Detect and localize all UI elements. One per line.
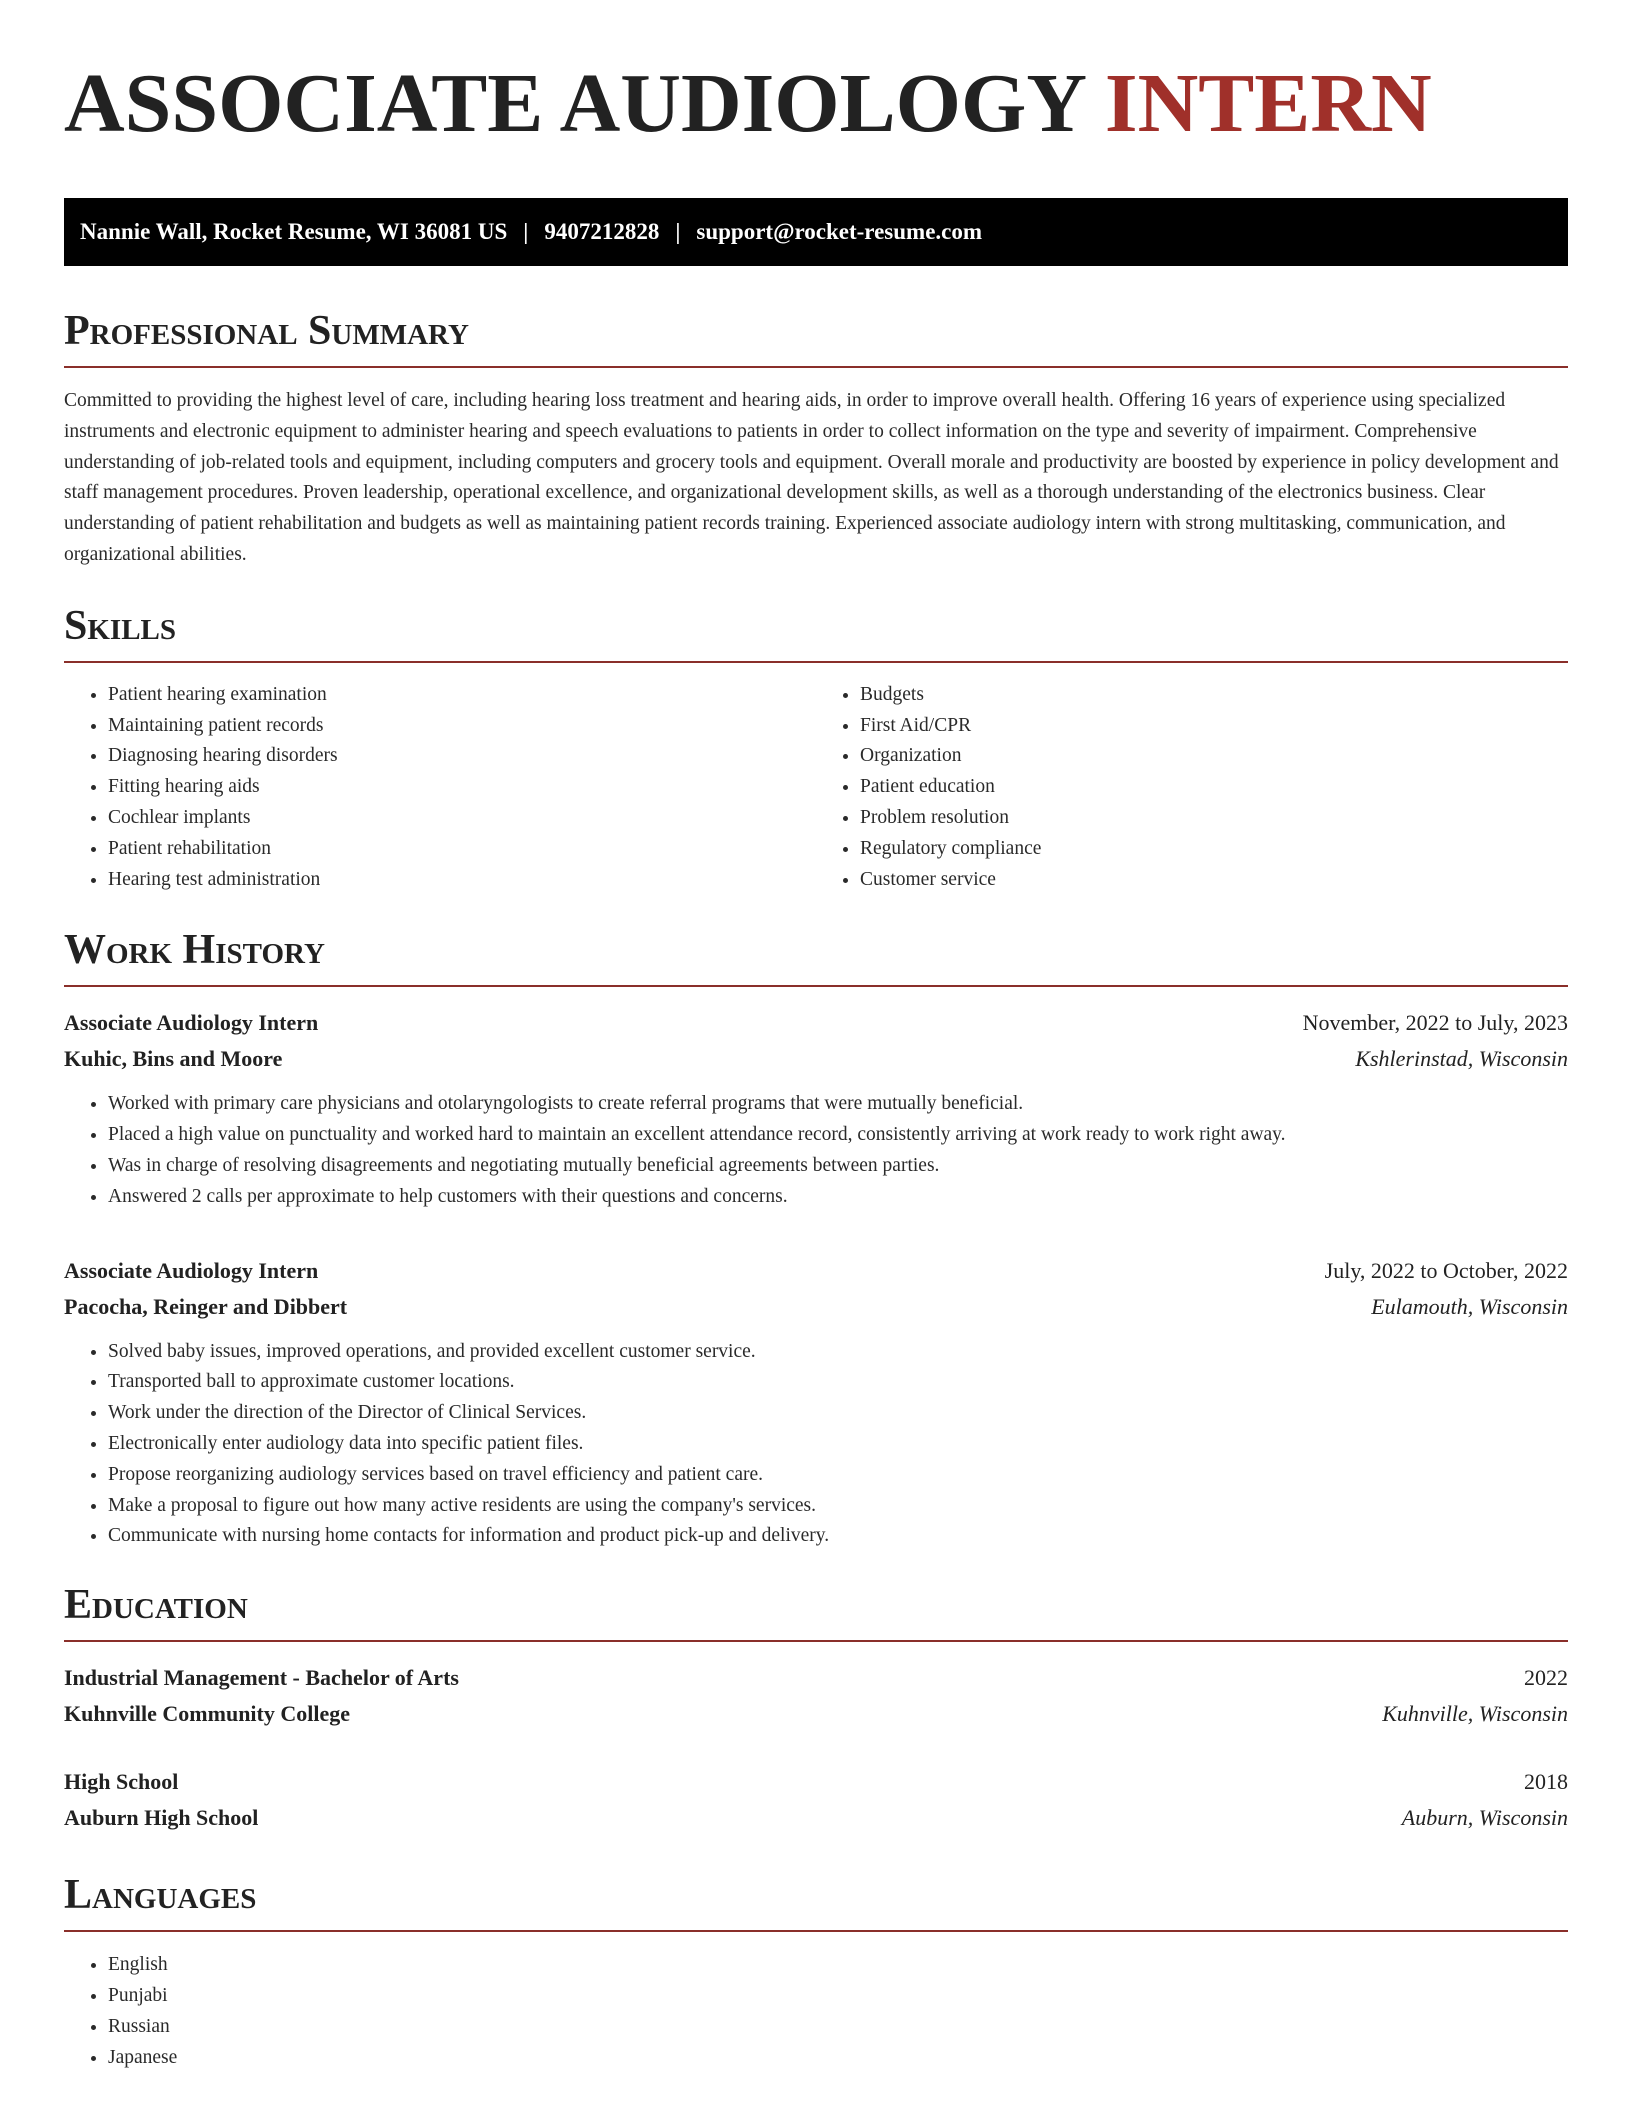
job-bullet: • Propose reorganizing audiology services based on travel efficiency and patient care. xyxy=(108,1460,1568,1491)
job-bullet: • Communicate with nursing home contacts for information and product pick-up and delivery. xyxy=(108,1521,1568,1552)
contact-separator: | xyxy=(675,219,681,244)
language-item: • Russian xyxy=(108,2012,1568,2043)
summary-section xyxy=(64,306,1568,571)
job-location: Kshlerinstad, Wisconsin xyxy=(1355,1046,1568,1072)
skill-item: • Cochlear implants xyxy=(108,803,816,834)
job-company: Kuhic, Bins and Moore xyxy=(64,1046,283,1072)
skill-item: • Diagnosing hearing disorders xyxy=(108,741,816,772)
job-bullet: • Work under the direction of the Director of Clinical Services. xyxy=(108,1398,1568,1429)
education-degree-row xyxy=(64,1660,1568,1696)
job-bullet: • Electronically enter audiology data into specific patient files. xyxy=(108,1429,1568,1460)
skill-item: • Fitting hearing aids xyxy=(108,772,816,803)
skills-heading: Skills xyxy=(64,602,177,649)
skills-columns xyxy=(64,680,1568,896)
job-bullet: • Solved baby issues, improved operations, and provided excellent customer service. xyxy=(108,1337,1568,1368)
education-entry xyxy=(64,1660,1568,1732)
job-bullet: • Placed a high value on punctuality and worked hard to maintain an excellent attendance record, consistently arriving at work ready to work right away. xyxy=(108,1120,1568,1151)
education-location: Auburn, Wisconsin xyxy=(1401,1805,1568,1831)
skill-item: • Patient hearing examination xyxy=(108,680,816,711)
education-school: Auburn High School xyxy=(64,1805,259,1831)
skill-item: • Customer service xyxy=(860,865,1568,896)
job-bullet: • Was in charge of resolving disagreements and negotiating mutually beneficial agreements between parties. xyxy=(108,1151,1568,1182)
languages-list xyxy=(64,1950,1568,2073)
skill-item: • Organization xyxy=(860,741,1568,772)
skill-item: • Patient rehabilitation xyxy=(108,834,816,865)
languages-section xyxy=(64,1870,1568,2073)
contact-separator: | xyxy=(523,219,529,244)
job-dates: July, 2022 to October, 2022 xyxy=(1324,1257,1568,1283)
language-item: • English xyxy=(108,1950,1568,1981)
job-bullet: • Answered 2 calls per approximate to help customers with their questions and concerns. xyxy=(108,1182,1568,1213)
job-company: Pacocha, Reinger and Dibbert xyxy=(64,1293,348,1319)
skill-item: • Maintaining patient records xyxy=(108,711,816,742)
language-item: • Japanese xyxy=(108,2043,1568,2074)
education-entry xyxy=(64,1764,1568,1836)
education-year: 2018 xyxy=(1524,1769,1568,1795)
resume-title xyxy=(64,0,1568,154)
job-dates: November, 2022 to July, 2023 xyxy=(1302,1010,1568,1036)
work-history-heading: Work History xyxy=(64,927,325,974)
title-accent: INTERN xyxy=(1104,57,1432,150)
skills-list-right xyxy=(816,680,1568,896)
section-divider xyxy=(64,1640,1568,1642)
education-degree: Industrial Management - Bachelor of Arts xyxy=(64,1665,459,1691)
job-bullets xyxy=(64,1337,1568,1553)
education-year: 2022 xyxy=(1524,1665,1568,1691)
section-divider xyxy=(64,1930,1568,1932)
section-divider xyxy=(64,366,1568,368)
job-title: Associate Audiology Intern xyxy=(64,1010,319,1036)
skills-section xyxy=(64,601,1568,896)
title-main: ASSOCIATE AUDIOLOGY xyxy=(64,57,1084,150)
skill-item: • Problem resolution xyxy=(860,803,1568,834)
skills-list-left xyxy=(64,680,816,896)
section-divider xyxy=(64,985,1568,987)
education-school-row xyxy=(64,1696,1568,1732)
job-company-row xyxy=(64,1041,1568,1077)
section-divider xyxy=(64,661,1568,663)
job-title: Associate Audiology Intern xyxy=(64,1257,319,1283)
summary-heading: Professional Summary xyxy=(64,308,469,354)
skill-item: • Budgets xyxy=(860,680,1568,711)
job-bullets xyxy=(64,1089,1568,1212)
contact-phone: 9407212828 xyxy=(544,219,660,244)
skill-item: • Patient education xyxy=(860,772,1568,803)
contact-bar xyxy=(64,198,1568,266)
job-bullet: • Make a proposal to figure out how many active residents are using the company's services. xyxy=(108,1491,1568,1522)
skill-item: • Regulatory compliance xyxy=(860,834,1568,865)
contact-email: support@rocket-resume.com xyxy=(696,219,983,244)
job-entry xyxy=(64,1005,1568,1212)
job-header-row xyxy=(64,1253,1568,1289)
job-entry xyxy=(64,1253,1568,1553)
language-item: • Punjabi xyxy=(108,1981,1568,2012)
education-heading: Education xyxy=(64,1582,248,1629)
languages-heading: Languages xyxy=(64,1872,257,1919)
summary-text: Committed to providing the highest level of care, including hearing loss treatment and hearing aids, in order to improve overall health. Offering 16 years of experience using specialized instruments and electronic equipment to administer hearing and speech evaluations to patients in order to collect information on the type and severity of impairment. Comprehensive understanding of job-related tools and equipment, including computers and grocery tools and equipment. Overall morale and productivity are boosted by experience in policy development and staff management procedures. Proven leadership, operational excellence, and organizational development skills, as well as a thorough understanding of the electronics business. Clear understanding of patient rehabilitation and budgets as well as maintaining patient records training. Experienced associate audiology intern with strong multitasking, communication, and organizational abilities. xyxy=(64,390,1559,565)
job-company-row xyxy=(64,1289,1568,1325)
education-section xyxy=(64,1580,1568,1836)
education-school: Kuhnville Community College xyxy=(64,1701,351,1727)
job-location: Eulamouth, Wisconsin xyxy=(1371,1293,1568,1319)
skill-item: • Hearing test administration xyxy=(108,865,816,896)
job-bullet: • Transported ball to approximate customer locations. xyxy=(108,1367,1568,1398)
education-location: Kuhnville, Wisconsin xyxy=(1382,1701,1568,1727)
contact-address: Nannie Wall, Rocket Resume, WI 36081 US xyxy=(80,219,508,244)
skill-item: • First Aid/CPR xyxy=(860,711,1568,742)
job-header-row xyxy=(64,1005,1568,1041)
education-degree: High School xyxy=(64,1769,179,1795)
work-history-section xyxy=(64,925,1568,1552)
education-school-row xyxy=(64,1800,1568,1836)
education-degree-row xyxy=(64,1764,1568,1800)
job-bullet: • Worked with primary care physicians and otolaryngologists to create referral programs that were mutually beneficial. xyxy=(108,1089,1568,1120)
